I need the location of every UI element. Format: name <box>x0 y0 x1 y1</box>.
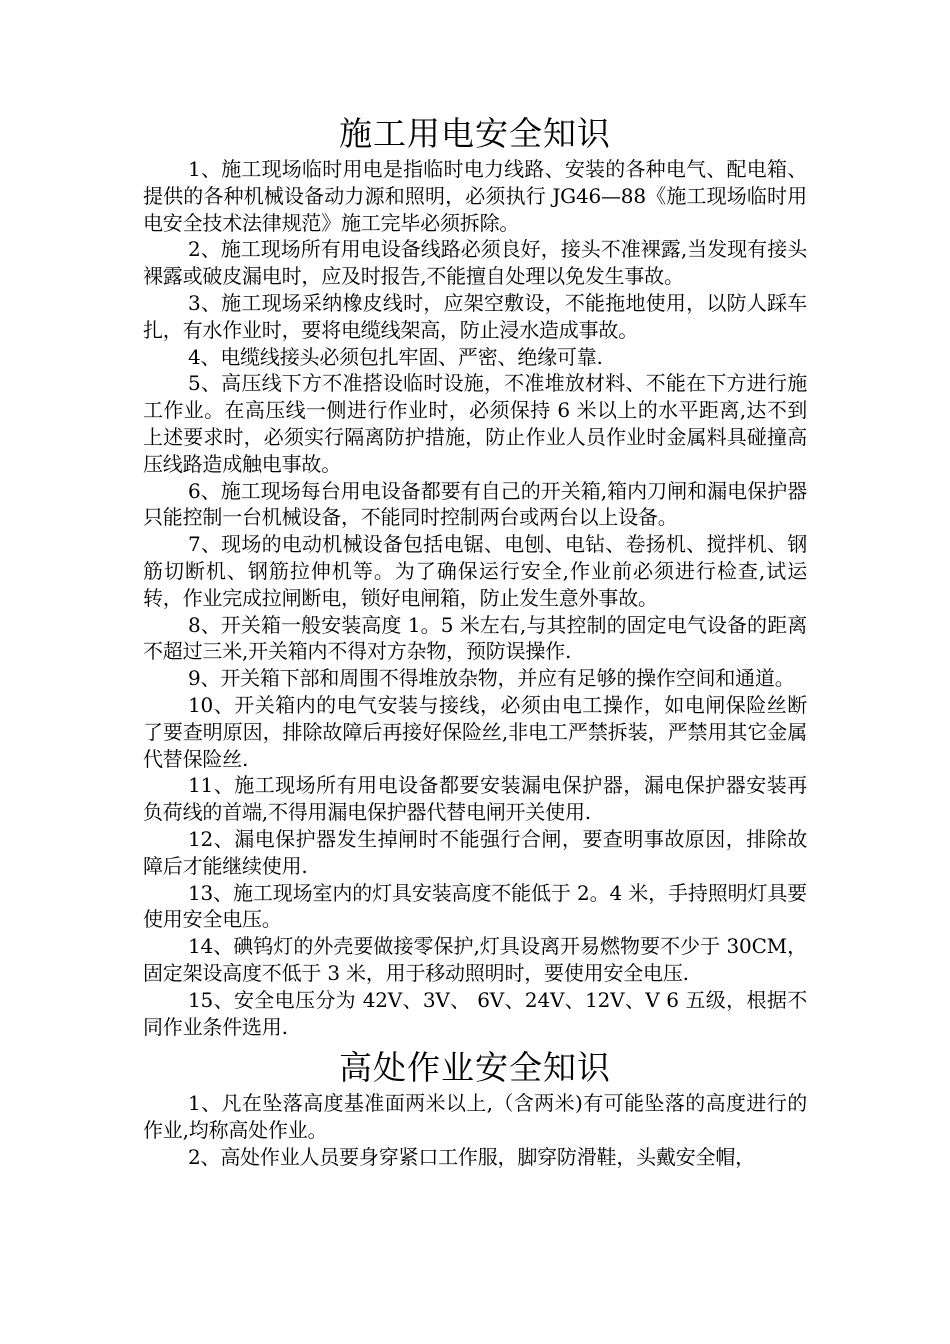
paragraph: 5、高压线下方不准搭设临时设施，不准堆放材料、不能在下方进行施工作业。在高压线一侧进行作业时，必须保持 6 米以上的水平距离,达不到上述要求时，必须实行隔离防护措施，防止作业人员作业时金属料具碰撞高压线路造成触电事故。 <box>143 371 807 476</box>
paragraph: 15、安全电压分为 42V、3V、 6V、24V、12V、V 6 五级，根据不同作业条件选用. <box>143 987 807 1039</box>
section-electrical-safety <box>143 112 807 1040</box>
paragraph: 9、开关箱下部和周围不得堆放杂物，并应有足够的操作空间和通道。 <box>188 666 795 691</box>
paragraph: 8、开关箱一般安装高度 1。5 米左右,与其控制的固定电气设备的距离不超过三米,开关箱内不得对方杂物，预防误操作. <box>143 612 807 664</box>
paragraph: 12、漏电保护器发生掉闸时不能强行合闸，要查明事故原因，排除故障后才能继续使用. <box>143 826 807 878</box>
paragraph: 10、开关箱内的电气安装与接线，必须由电工操作，如电闸保险丝断了要查明原因，排除故障后再接好保险丝,非电工严禁拆装，严禁用其它金属代替保险丝. <box>143 692 807 771</box>
paragraph: 4、电缆线接头必须包扎牢固、严密、绝缘可靠. <box>188 344 603 369</box>
paragraph: 6、施工现场每台用电设备都要有自己的开关箱,箱内刀闸和漏电保护器只能控制一台机械设备，不能同时控制两台或两台以上设备。 <box>143 478 807 530</box>
paragraph: 3、施工现场采纳橡皮线时，应架空敷设，不能拖地使用，以防人踩车扎，有水作业时，要将电缆线架高，防止浸水造成事故。 <box>143 290 807 342</box>
paragraph: 11、施工现场所有用电设备都要安装漏电保护器，漏电保护器安装再负荷线的首端,不得用漏电保护器代替电闸开关使用. <box>143 773 807 825</box>
paragraph: 2、高处作业人员要身穿紧口工作服，脚穿防滑鞋，头戴安全帽， <box>188 1144 755 1169</box>
paragraph: 1、凡在坠落高度基准面两米以上,（含两米)有可能坠落的高度进行的作业,均称高处作业。 <box>143 1091 807 1143</box>
document-page <box>143 112 807 1171</box>
paragraph: 14、碘钨灯的外壳要做接零保护,灯具设离开易燃物要不少于 30CM，固定架设高度不低于 3 米，用于移动照明时，要使用安全电压. <box>143 934 807 985</box>
section-work-at-height-safety <box>143 1046 807 1170</box>
paragraph: 1、施工现场临时用电是指临时电力线路、安装的各种电气、配电箱、提供的各种机械设备动力源和照明，必须执行 JG46—88《施工现场临时用电安全技术法律规范》施工完毕必须拆除。 <box>143 157 807 235</box>
paragraph: 13、施工现场室内的灯具安装高度不能低于 2。4 米，手持照明灯具要使用安全电压。 <box>143 880 807 932</box>
section-title: 高处作业安全知识 <box>339 1048 611 1088</box>
section-title: 施工用电安全知识 <box>339 114 611 153</box>
paragraph: 7、现场的电动机械设备包括电锯、电刨、电钻、卷扬机、搅拌机、钢筋切断机、钢筋拉伸机等。为了确保运行安全,作业前必须进行检查,试运转，作业完成拉闸断电，锁好电闸箱，防止发生意外事故。 <box>143 532 807 610</box>
paragraph: 2、施工现场所有用电设备线路必须良好，接头不准裸露,当发现有接头裸露或破皮漏电时，应及时报告,不能擅自处理以免发生事故。 <box>143 237 807 289</box>
